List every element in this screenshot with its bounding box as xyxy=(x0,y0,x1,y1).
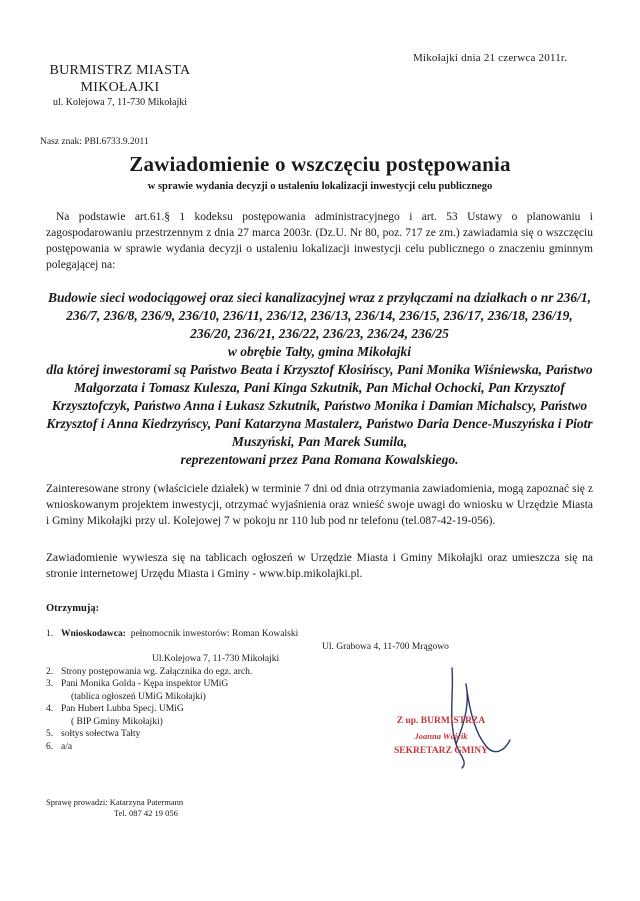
date-line: Mikołajki dnia 21 czerwca 2011r. xyxy=(413,52,568,64)
recipients-label: Otrzymują: xyxy=(46,603,100,614)
stamp-role: SEKRETARZ GMINY xyxy=(393,746,489,756)
paragraph-publication: Zawiadomienie wywiesza się na tablicach ogłoszeń w Urzędzie Miasta i Gminy Mikołajki oraz umieszcza się na stronie internetowej Urzędu Miasta i Gminy - www.bip.mikolajki.pl. xyxy=(46,552,593,580)
footer-handler: Sprawę prowadzi: Katarzyna Patermann xyxy=(46,797,184,807)
list-text: pełnomocnik inwestorów: Roman Kowalski xyxy=(130,629,299,639)
office-city: MIKOŁAJKI xyxy=(80,80,160,95)
investment-block xyxy=(46,289,593,469)
office-header xyxy=(40,62,200,110)
office-address: ul. Kolejowa 7, 11-730 Mikołajki xyxy=(52,97,188,108)
list-item xyxy=(46,628,466,641)
list-label: Wnioskodawca: xyxy=(61,629,126,639)
list-text: sołtys sołectwa Tałty xyxy=(61,729,141,739)
list-extra: Ul. Grabowa 4, 11-700 Mrągowo xyxy=(322,641,449,652)
document-subtitle: w sprawie wydania decyzji o ustaleniu lokalizacji inwestycji celu publicznego xyxy=(147,181,493,192)
list-number: 6. xyxy=(46,741,54,752)
paragraph-parties: Zainteresowane strony (właściciele działek) w terminie 7 dni od dnia otrzymania zawiadomienia, mogą zapoznać się z wnioskowanym projektem inwestycji, otrzymać wyjaśnienia oraz wnieść swoje uwagi do wniosku w Urzędzie Miasta i Gminy Mikołajki przy ul. Kolejowej 7 w pokoju nr 110 lub pod nr telefonu (tel.087-42-19-056). xyxy=(46,483,593,527)
list-item xyxy=(46,666,466,679)
document-title: Zawiadomienie o wszczęciu postępowania xyxy=(129,152,511,176)
paragraph-legal-basis: Na podstawie art.61.§ 1 kodeksu postępowania administracyjnego i art. 53 Ustawy o planowaniu i zagospodarowaniu przestrzennym z dnia 27 marca 2003r. (Dz.U. Nr 80, poz. 717 ze zm.) zawiadamia się o wszczęciu postępowania w sprawie wydania decyzji o ustaleniu lokalizacji inwestycji celu publicznego o znaczeniu gminnym polegającej na: xyxy=(46,211,593,271)
list-number: 3. xyxy=(46,679,54,689)
list-extra: ( BIP Gminy Mikołajki) xyxy=(71,716,163,727)
office-title: BURMISTRZ MIASTA xyxy=(49,63,191,78)
investment-location: w obrębie Tałty, gmina Mikołajki xyxy=(227,344,412,359)
reference-number: Nasz znak: PBI.6733.9.2011 xyxy=(40,137,149,147)
list-extra: Ul.Kolejowa 7, 11-730 Mikołajki xyxy=(152,654,280,664)
list-text: Pani Monika Golda - Kępa inspektor UMiG xyxy=(61,679,229,689)
investment-representative: reprezentowani przez Pana Romana Kowalskiego. xyxy=(180,452,459,467)
investment-investors: dla której inwestorami są Państwo Beata i Krzysztof Kłosińscy, Pani Monika Wiśniewska, Państwo Małgorzata i Tomasz Kulesza, Pani Kinga Szkutnik, Pan Michał Ochocki, Pan Krzysztof Krzysztofczyk, Państwo Anna i Łukasz Szkutnik, Państwo Monika i Damian Michalscy, Państwo Krzysztof i Anna Kiedrzyńscy, Pani Katarzyna Mastalerz, Państwo Daria Dence-Muszyńska i Piotr Muszyński, Pan Marek Sumila, xyxy=(46,362,593,449)
list-text: Strony postępowania wg. Załącznika do egz. arch. xyxy=(61,666,253,677)
approval-stamp xyxy=(366,712,516,760)
list-text: a/a xyxy=(61,741,73,752)
investment-description: Budowie sieci wodociągowej oraz sieci kanalizacyjnej wraz z przyłączami na działkach o nr 236/1, 236/7, 236/8, 236/9, 236/10, 236/11, 236/12, 236/13, 236/14, 236/15, 236/17, 236/18, 236/19, 236/20, 236/21, 236/22, 236/23, 236/24, 236/25 xyxy=(47,290,592,341)
list-text: Pan Hubert Lubba Specj. UMiG xyxy=(61,704,184,714)
list-extra: (tablica ogłoszeń UMiG Mikołajki) xyxy=(71,691,206,702)
list-number: 2. xyxy=(46,666,54,677)
stamp-signatory: Joanna Wójcik xyxy=(414,731,468,741)
list-number: 1. xyxy=(46,629,54,639)
footer-phone: Tel. 087 42 19 056 xyxy=(114,808,178,818)
list-number: 4. xyxy=(46,704,54,714)
stamp-line: Z up. BURMISTRZA xyxy=(396,716,486,726)
list-item xyxy=(46,678,466,691)
footer-contact xyxy=(46,797,183,819)
list-number: 5. xyxy=(46,729,54,739)
